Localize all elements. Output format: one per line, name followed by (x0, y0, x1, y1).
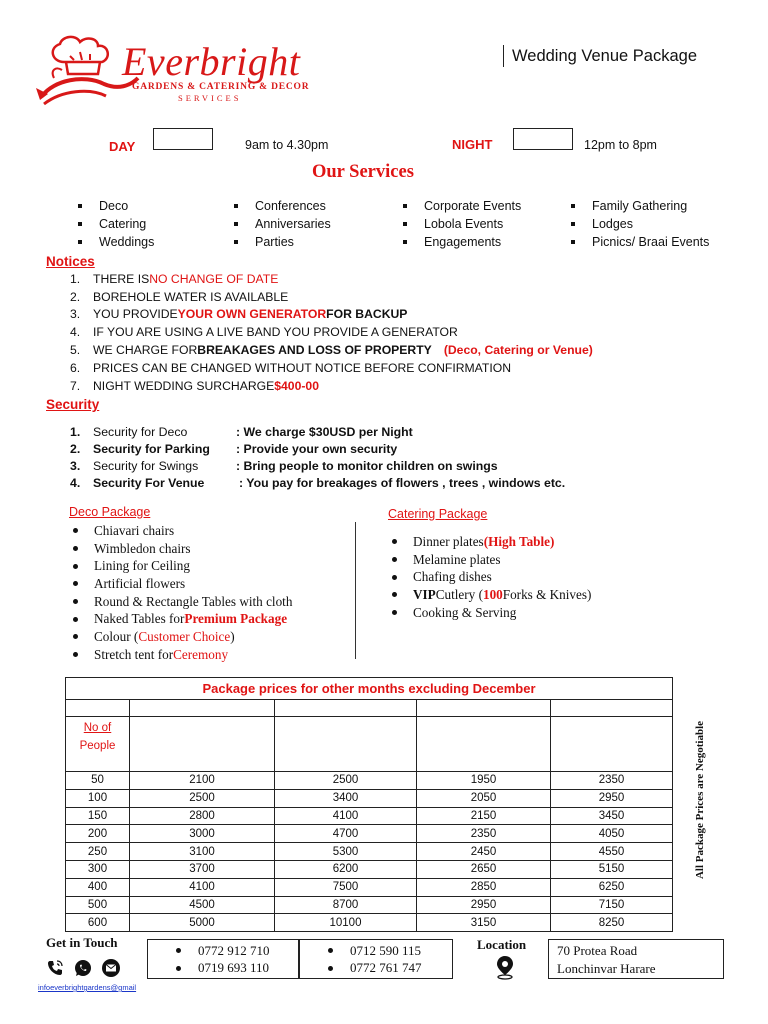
email-link[interactable]: infoeverbrightgardens@gmail (38, 983, 137, 992)
price-cell: 2800 (130, 807, 275, 825)
location-pin-icon (494, 954, 516, 980)
price-cell: 7150 (551, 896, 673, 914)
day-checkbox[interactable] (153, 128, 213, 150)
catering-item: VIP Cutlery ( 100 Forks & Knives) (392, 586, 591, 604)
price-row (66, 878, 673, 896)
price-row (66, 825, 673, 843)
security-item: 4. Security For Venue : You pay for breakages of flowers , trees , windows etc. (70, 475, 566, 490)
notice-item: 3. YOU PROVIDE YOUR OWN GENERATOR FOR BACKUP (70, 307, 408, 322)
price-cell: 4100 (130, 878, 275, 896)
price-cell: 3450 (551, 807, 673, 825)
deco-item: Stretch tent for Ceremony (73, 646, 292, 664)
price-cell: 5000 (130, 914, 275, 932)
services-column-2 (234, 197, 331, 251)
service-item: Engagements (403, 233, 521, 251)
notice-item: 6. PRICES CAN BE CHANGED WITHOUT NOTICE BEFORE CONFIRMATION (70, 360, 512, 375)
address-box (548, 939, 724, 979)
whatsapp-icon[interactable] (73, 958, 93, 978)
price-table-caption: Package prices for other months excluding December (66, 678, 673, 700)
price-cell: 2050 (417, 789, 551, 807)
get-in-touch-heading: Get in Touch (46, 935, 118, 950)
people-count-cell: 150 (66, 807, 130, 825)
price-cell: 2350 (551, 772, 673, 790)
address-line-1: 70 Protea Road (557, 943, 638, 958)
deco-item: Naked Tables for Premium Package (73, 610, 292, 628)
price-cell: 3000 (130, 825, 275, 843)
phone-icon[interactable] (45, 958, 65, 978)
services-column-3 (403, 197, 521, 251)
location-heading: Location (477, 937, 527, 952)
price-row (66, 843, 673, 861)
price-cell: 4050 (551, 825, 673, 843)
services-title: Our Services (312, 162, 414, 182)
service-item: Lobola Events (403, 215, 521, 233)
price-row (66, 772, 673, 790)
services-column-1 (78, 197, 154, 251)
people-count-cell: 600 (66, 914, 130, 932)
price-cell: 2100 (130, 772, 275, 790)
phone-number[interactable]: 0719 693 110 (176, 960, 298, 978)
deco-package-list (73, 522, 292, 664)
security-list (70, 424, 565, 491)
price-cell: 8700 (275, 896, 417, 914)
address-line-2: Lonchinvar Harare (557, 960, 656, 976)
price-cell: 1950 (417, 772, 551, 790)
security-heading: Security (46, 397, 100, 412)
price-cell: 3700 (130, 860, 275, 878)
price-cell: 2950 (551, 789, 673, 807)
price-cell: 3100 (130, 843, 275, 861)
people-count-cell: 50 (66, 772, 130, 790)
service-item: Conferences (234, 197, 331, 215)
day-time: 9am to 4.30pm (245, 138, 329, 152)
price-cell: 8250 (551, 914, 673, 932)
people-count-cell: 100 (66, 789, 130, 807)
security-item: 3. Security for Swings : Bring people to monitor children on swings (70, 458, 498, 473)
price-cell: 2650 (417, 860, 551, 878)
price-row (66, 860, 673, 878)
deco-item: Wimbledon chairs (73, 540, 292, 558)
night-checkbox[interactable] (513, 128, 573, 150)
price-row (66, 914, 673, 932)
service-item: Weddings (78, 233, 154, 251)
deco-item: Chiavari chairs (73, 522, 292, 540)
price-cell: 2350 (417, 825, 551, 843)
price-cell: 6250 (551, 878, 673, 896)
price-cell: 3400 (275, 789, 417, 807)
price-row (66, 807, 673, 825)
deco-package-heading: Deco Package (69, 505, 151, 519)
service-item: Family Gathering (571, 197, 709, 215)
service-item: Parties (234, 233, 331, 251)
people-count-cell: 250 (66, 843, 130, 861)
catering-package-heading: Catering Package (388, 507, 488, 521)
price-cell: 4700 (275, 825, 417, 843)
service-item: Lodges (571, 215, 709, 233)
price-table (65, 677, 673, 932)
deco-item: Lining for Ceiling (73, 557, 292, 575)
price-cell: 2150 (417, 807, 551, 825)
people-column-header: No of People (66, 717, 130, 772)
deco-item: Round & Rectangle Tables with cloth (73, 593, 292, 611)
services-column-4 (571, 197, 709, 251)
price-cell: 7500 (275, 878, 417, 896)
people-count-cell: 400 (66, 878, 130, 896)
price-cell: 2450 (417, 843, 551, 861)
contact-icons (45, 958, 121, 978)
package-divider (355, 522, 356, 659)
phone-number[interactable]: 0772 912 710 (176, 942, 298, 960)
price-cell: 4500 (130, 896, 275, 914)
night-label: NIGHT (452, 137, 493, 152)
notice-item: 2. BOREHOLE WATER IS AVAILABLE (70, 289, 289, 304)
catering-item: Chafing dishes (392, 568, 591, 586)
price-cell: 2500 (130, 789, 275, 807)
notice-item: 7. NIGHT WEDDING SURCHARGE $400-00 (70, 378, 319, 393)
notices-list (70, 270, 710, 395)
service-item: Corporate Events (403, 197, 521, 215)
brand-tagline: GARDENS & CATERING & DECOR (132, 82, 310, 92)
service-item: Deco (78, 197, 154, 215)
brand-tagline-services: SERVICES (178, 93, 242, 103)
price-cell: 5150 (551, 860, 673, 878)
price-cell: 4550 (551, 843, 673, 861)
price-cell: 2500 (275, 772, 417, 790)
night-time: 12pm to 8pm (584, 138, 657, 152)
security-item: 2. Security for Parking : Provide your own security (70, 442, 398, 457)
service-item: Picnics/ Braai Events (571, 233, 709, 251)
notices-heading: Notices (46, 254, 95, 269)
price-cell: 3150 (417, 914, 551, 932)
people-count-cell: 200 (66, 825, 130, 843)
brand-name: Everbright (122, 39, 301, 84)
notice-item: 1. THERE IS NO CHANGE OF DATE (70, 271, 279, 286)
catering-item: Cooking & Serving (392, 604, 591, 622)
email-icon[interactable] (101, 958, 121, 978)
price-cell: 5300 (275, 843, 417, 861)
service-item: Catering (78, 215, 154, 233)
day-label: DAY (109, 139, 136, 154)
notice-item: 4. IF YOU ARE USING A LIVE BAND YOU PROVIDE A GENERATOR (70, 325, 458, 340)
phone-box-2 (299, 939, 453, 979)
people-count-cell: 300 (66, 860, 130, 878)
price-cell: 2850 (417, 878, 551, 896)
deco-item: Artificial flowers (73, 575, 292, 593)
catering-item: Melamine plates (392, 551, 591, 569)
price-row (66, 789, 673, 807)
people-count-cell: 500 (66, 896, 130, 914)
price-row (66, 896, 673, 914)
notice-item: 5. WE CHARGE FOR BREAKAGES AND LOSS OF PROPERTY (Deco, Catering or Venue) (70, 343, 593, 358)
phone-box-1 (147, 939, 299, 979)
service-item: Anniversaries (234, 215, 331, 233)
catering-package-list (392, 533, 591, 621)
phone-number[interactable]: 0772 761 747 (328, 960, 452, 978)
price-cell: 10100 (275, 914, 417, 932)
phone-number[interactable]: 0712 590 115 (328, 942, 452, 960)
security-item: 1. Security for Deco : We charge $30USD per Night (70, 425, 413, 440)
deco-item: Colour ( Customer Choice ) (73, 628, 292, 646)
document-title: Wedding Venue Package (503, 45, 697, 67)
price-cell: 4100 (275, 807, 417, 825)
price-cell: 2950 (417, 896, 551, 914)
catering-item: Dinner plates (High Table) (392, 533, 591, 551)
price-cell: 6200 (275, 860, 417, 878)
